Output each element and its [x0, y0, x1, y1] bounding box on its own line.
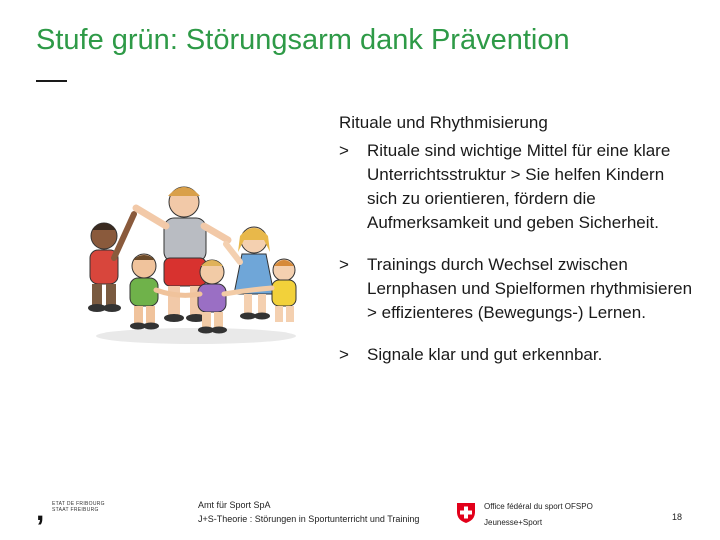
canton-fribourg-logo	[36, 494, 105, 529]
bullet-list	[339, 139, 699, 367]
title-underline	[36, 80, 67, 82]
child-far-right	[272, 259, 296, 322]
bullet-text: Rituale sind wichtige Mittel für eine klare Unterrichtsstruktur > Sie helfen Kindern sich zu orientieren, fördern die Aufmerksamkeit und geben Sicherheit.	[367, 141, 671, 232]
child-right	[226, 227, 274, 320]
bullet-marker: >	[339, 345, 349, 364]
child-left	[88, 214, 134, 312]
footer-course-title: J+S-Theorie : Störungen in Sportunterricht und Training	[198, 514, 420, 524]
bullet-item	[339, 139, 699, 235]
bullet-item	[339, 343, 699, 367]
footer-organization: Amt für Sport SpA	[198, 500, 271, 510]
content-block	[339, 113, 699, 367]
child-front-right	[198, 260, 227, 334]
bullet-marker: >	[339, 255, 349, 274]
children-circle-illustration	[78, 178, 308, 346]
bullet-item	[339, 253, 699, 325]
federal-office-name: Office fédéral du sport OFSPO	[484, 502, 593, 511]
bullet-text: Trainings durch Wechsel zwischen Lernphasen und Spielformen rhythmisieren > effizienteres (Bewegungs-) Lernen.	[367, 255, 693, 322]
slide-title: Stufe grün: Störungsarm dank Prävention	[36, 24, 570, 56]
page-number: 18	[672, 512, 683, 522]
swiss-shield-icon	[456, 502, 476, 524]
bullet-text: Signale klar und gut erkennbar.	[367, 345, 603, 364]
logo-comma-mark: ,	[36, 494, 45, 527]
jugend-sport-label: Jeunesse+Sport	[484, 518, 543, 527]
section-subheading: Rituale und Rhythmisierung	[339, 113, 548, 132]
bullet-marker: >	[339, 141, 349, 160]
logo-line-1: ETAT DE FRIBOURG	[52, 501, 105, 507]
logo-line-2: STAAT FREIBURG	[52, 507, 99, 513]
